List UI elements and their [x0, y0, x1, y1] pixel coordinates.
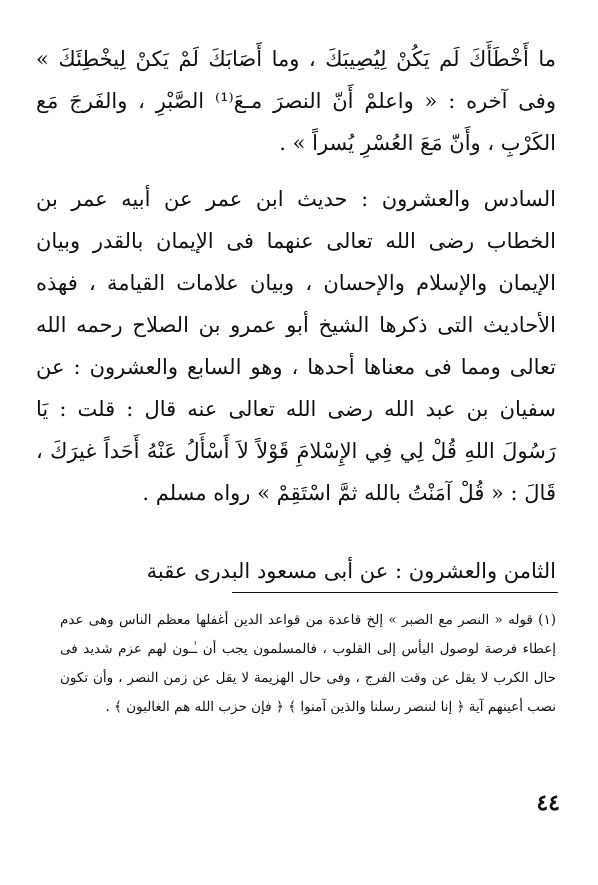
- footnote-separator: [232, 592, 558, 593]
- paragraph-hadith-26-27: [36, 178, 556, 514]
- paragraph-text: ما أَخْطَأَكَ لَم يَكُنْ لِيُصِيبَكَ ، وما أَصَابَكَ لَمْ يَكنْ لِيخْطِئَكَ » وفى آخره : « واعلمْ أَنّ النصرَ مـعَ⁽¹⁾ الصَّبْرِ ، والفَرجَ مَع الكَرْبِ ، وأَنّ مَعَ العُسْرِ يُسراً » .: [36, 47, 556, 155]
- paragraph-hadith-28-start: [36, 550, 556, 592]
- footnotes: [60, 606, 556, 722]
- paragraph-hadith-end: [36, 38, 556, 164]
- paragraph-text: السادس والعشرون : حديث ابن عمر عن أبيه عمر بن الخطاب رضى الله تعالى عنهما فى الإيمان بالقدر وبيان الإيمان والإسلام والإحسان ، وبيان علامات القيامة ، فهذه الأحاديث التى ذكرها الشيخ أبو عمرو بن الصلاح رحمه الله تعالى ومما فى معناها أحدها ، وهو السابع والعشرون : عن سفيان بن عبد الله رضى الله تعالى عنه قال : قلت : يَا رَسُولَ اللهِ قُلْ لِي فِي الإِسْلامَِ قَوْلاً لاَ أَسْأَلُ عَنْهُ أَحَداً غيرَكَ ، قَالَ : « قُلْ آمَنْتُ بالله ثمَّ اسْتَقِمْ » رواه مسلم .: [36, 187, 556, 505]
- paragraph-text: الثامن والعشرون : عن أبى مسعود البدرى عقبة: [146, 559, 556, 583]
- page-number: ٤٤: [536, 790, 560, 816]
- footnote-1: (١) قوله « النصر مع الصبر » إلخ قاعدة من قواعد الدين أغفلها معظم الناس وهى عدم إعطاء فرصة لوصول اليأس إلى القلوب ، فالمسلمون يجب أن ـٰـون لهم عزم شديد فى حال الكرب لا يقل عن وقت الفرج ، وفى حال الهزيمة لا يقل عن زمن النصر ، وأن تكون نصب أعينهم آية ﴿ إنا لننصر رسلنا والذين آمنوا ﴾ ﴿ فإن حزب الله هم الغالبون ﴾ .: [60, 612, 556, 715]
